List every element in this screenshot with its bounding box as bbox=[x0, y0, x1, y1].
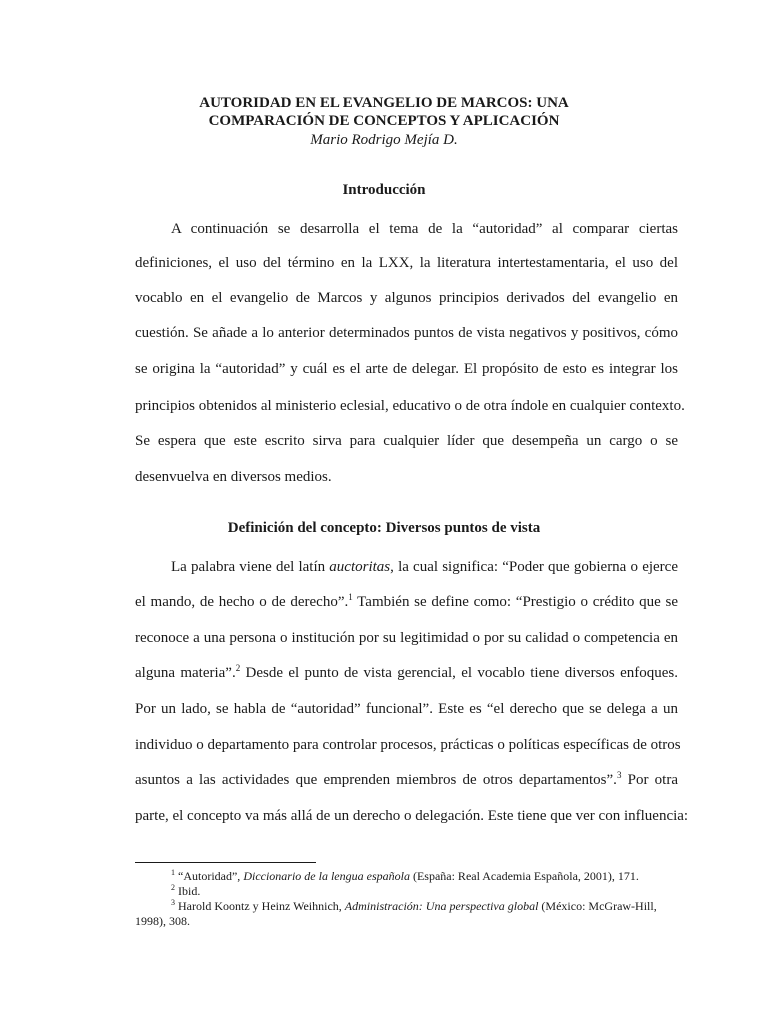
document-title-line-1: AUTORIDAD EN EL EVANGELIO DE MARCOS: UNA bbox=[199, 95, 569, 111]
definition-line: alguna materia”.$^2$ Desde el punto de vista gerencial, el vocablo tiene diversos enfoques. bbox=[135, 663, 678, 681]
definition-line: el mando, de hecho o de derecho”.$^1$ También se define como: “Prestigio o crédito que se bbox=[135, 592, 678, 610]
definition-heading: Definición del concepto: Diversos puntos de vista bbox=[227, 520, 541, 536]
footnote-1: $^1$ “Autoridad”, Diccionario de la lengua española (España: Real Academia Española, 2001), 171. bbox=[171, 868, 639, 883]
footnote-ref: 3 bbox=[616, 770, 622, 780]
intro-line: vocablo en el evangelio de Marcos y algunos principios derivados del evangelio en bbox=[135, 290, 678, 306]
footnote-3: $^3$ Harold Koontz y Heinz Weihnich, Administración: Una perspectiva global (México: McGraw-Hill, bbox=[171, 898, 657, 913]
definition-line: parte, el concepto va más allá de un derecho o delegación. Este tiene que ver con influencia: bbox=[135, 808, 689, 824]
intro-heading: Introducción bbox=[342, 182, 426, 198]
definition-line: Por un lado, se habla de “autoridad” funcional”. Este es “el derecho que se delega a un bbox=[135, 701, 678, 717]
definition-line: La palabra viene del latín auctoritas, la cual significa: “Poder que gobierna o ejerce bbox=[171, 559, 678, 575]
footnote-divider bbox=[135, 862, 316, 863]
document-title-line-2: COMPARACIÓN DE CONCEPTOS Y APLICACIÓN bbox=[208, 113, 560, 129]
definition-line: asuntos a las actividades que emprenden miembros de otros departamentos”.$^3$ Por otra bbox=[135, 770, 678, 788]
footnote-2: $^2$ Ibid. bbox=[171, 883, 201, 898]
intro-line: principios obtenidos al ministerio eclesial, educativo o de otra índole en cualquier contexto. bbox=[135, 398, 685, 414]
author-name: Mario Rodrigo Mejía D. bbox=[310, 132, 458, 148]
intro-line: A continuación se desarrolla el tema de la “autoridad” al comparar ciertas bbox=[171, 221, 678, 237]
intro-line: definiciones, el uso del término en la LXX, la literatura intertestamentaria, el uso del bbox=[135, 255, 678, 271]
intro-line: cuestión. Se añade a lo anterior determinados puntos de vista negativos y positivos, cómo bbox=[135, 325, 678, 341]
intro-line: Se espera que este escrito sirva para cualquier líder que desempeña un cargo o se bbox=[135, 433, 678, 449]
definition-line: individuo o departamento para controlar procesos, prácticas o políticas específicas de otros bbox=[135, 737, 681, 753]
definition-line: reconoce a una persona o institución por su legitimidad o por su calidad o competencia en bbox=[135, 630, 678, 646]
intro-line: desenvuelva en diversos medios. bbox=[135, 469, 332, 485]
footnote-3-continued: 1998), 308. bbox=[135, 914, 190, 928]
footnote-ref: 2 bbox=[235, 663, 241, 673]
intro-line: se origina la “autoridad” y cuál es el arte de delegar. El propósito de esto es integrar los bbox=[135, 361, 678, 377]
footnote-ref: 1 bbox=[348, 592, 353, 602]
